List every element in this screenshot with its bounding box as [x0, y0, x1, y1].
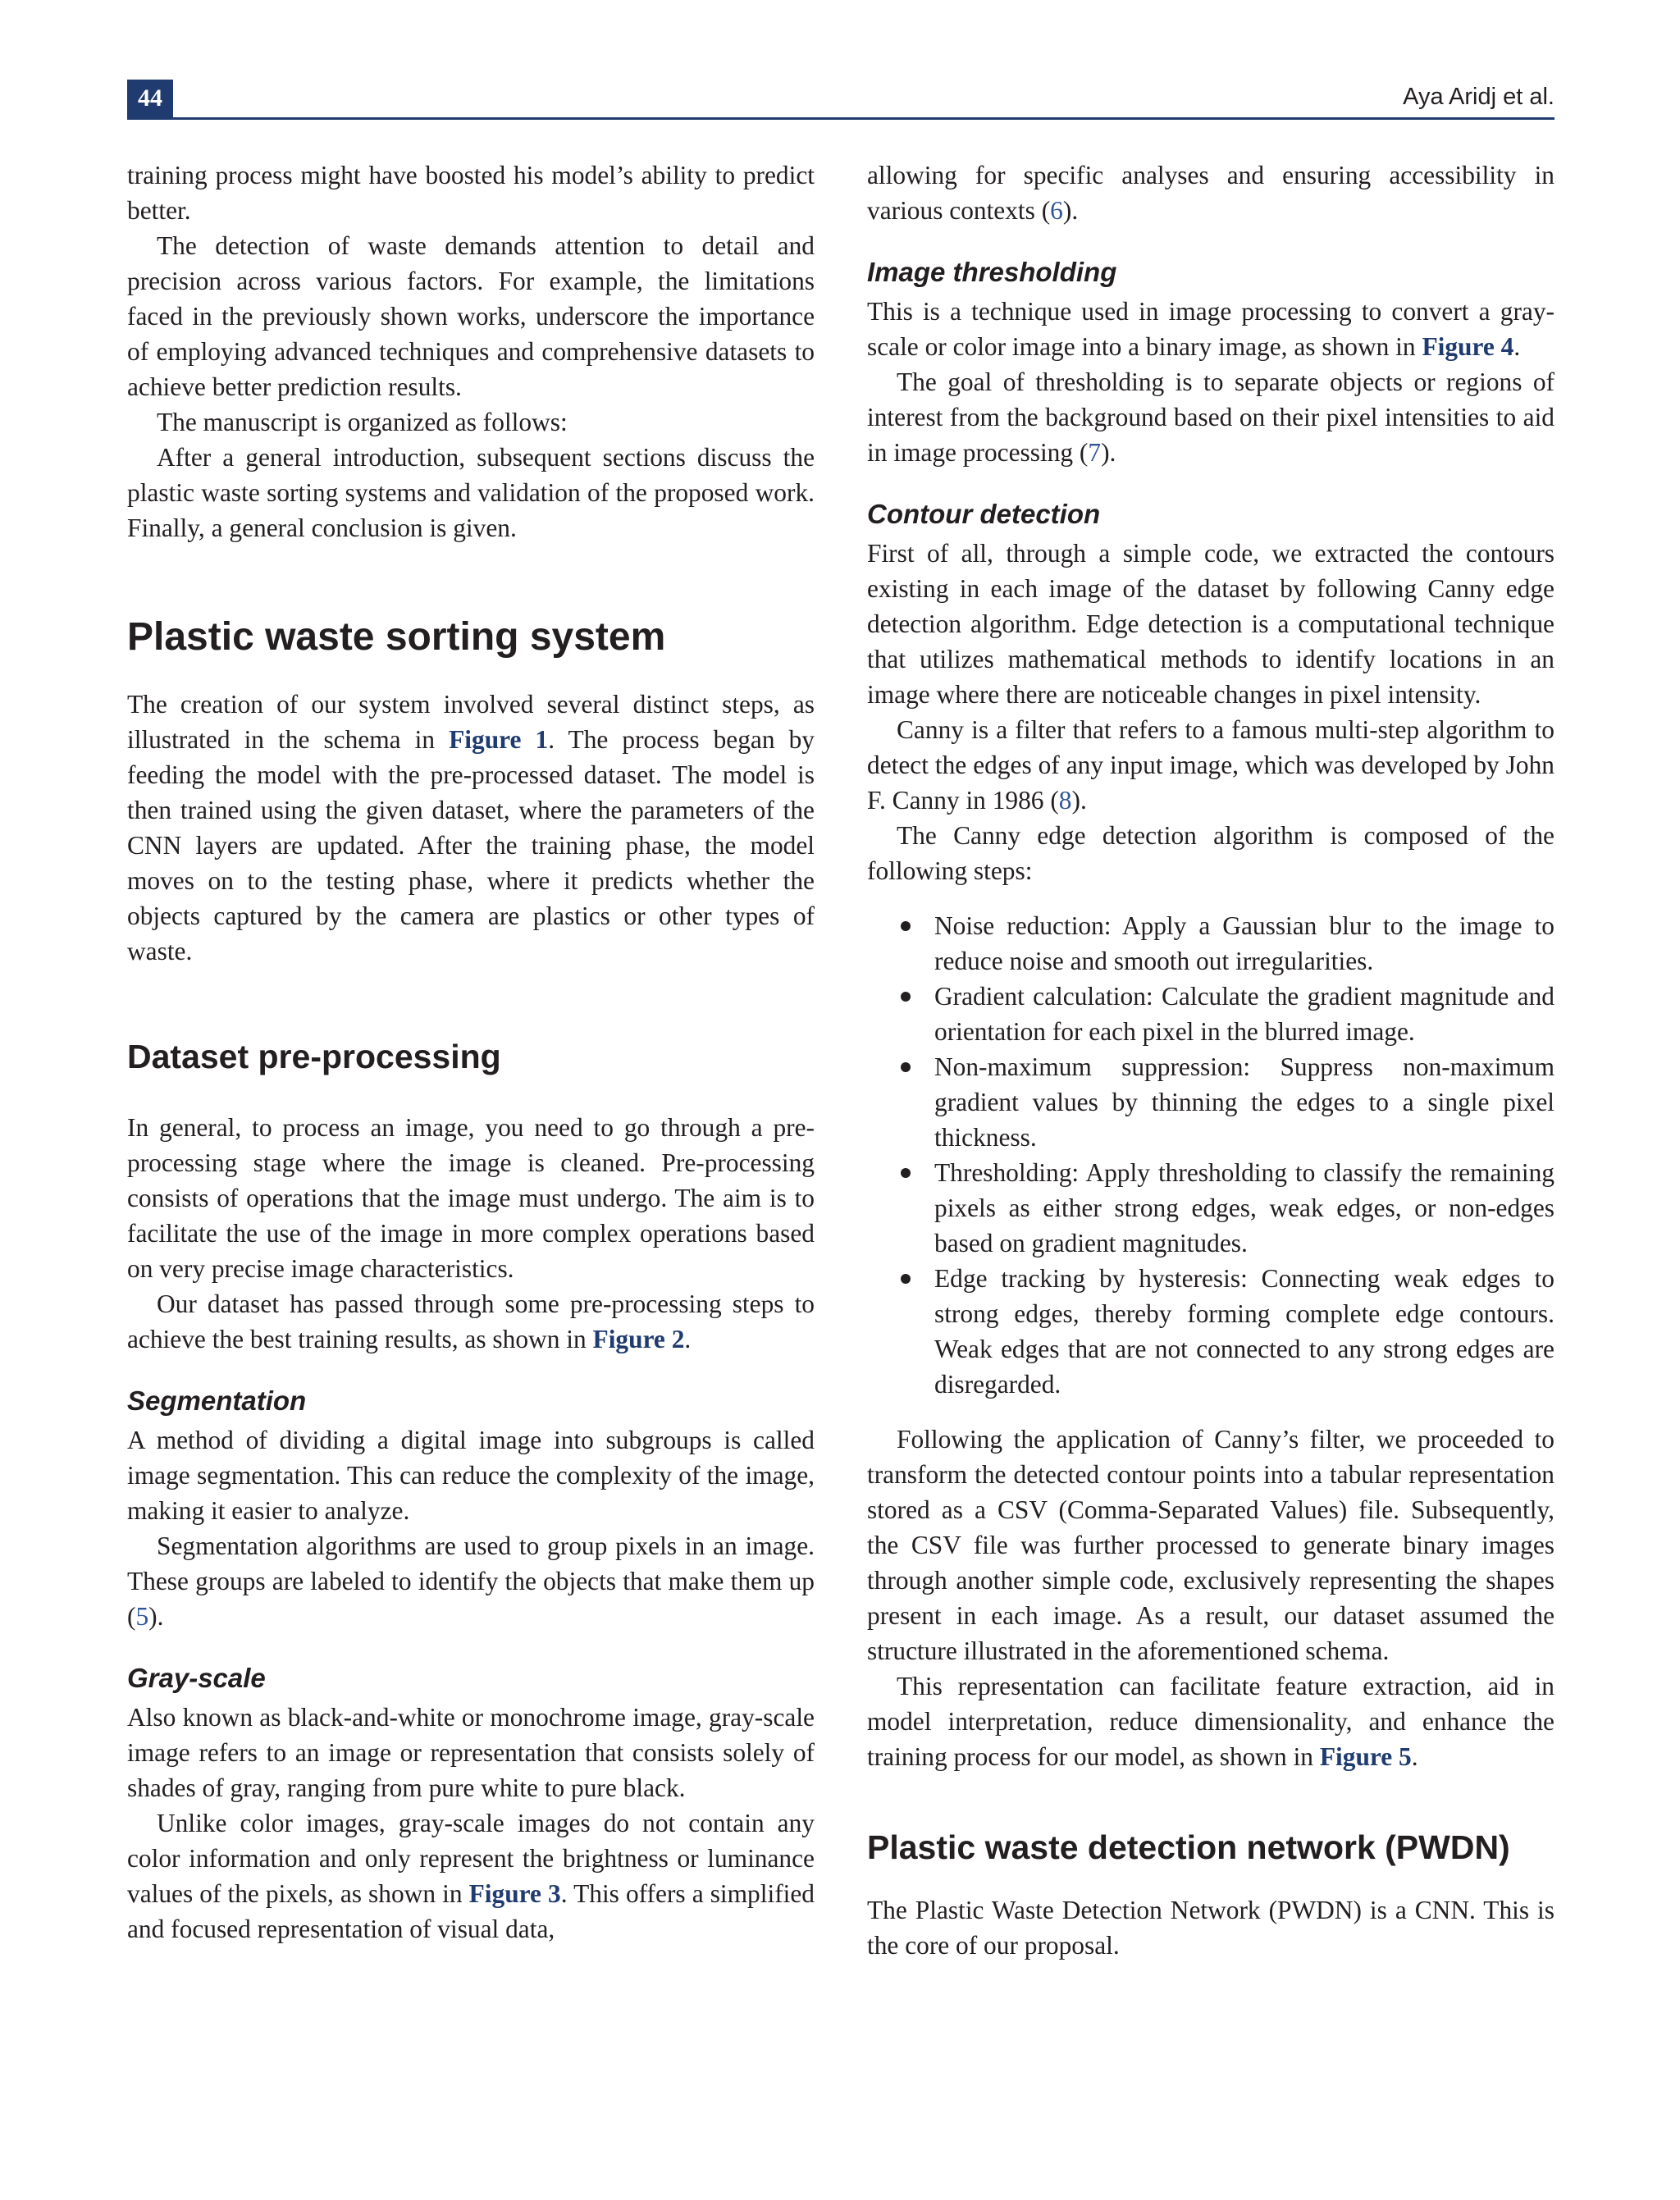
figure-3-link[interactable]: Figure 3 — [468, 1879, 561, 1908]
citation-7-link[interactable]: 7 — [1088, 438, 1102, 467]
header-rule — [127, 117, 1554, 120]
paragraph: The goal of thresholding is to separate objects or regions of interest from the background based on their pixel intensities to aid in image processing (7). — [867, 367, 1554, 467]
list-item: Edge tracking by hysteresis: Connecting weak edges to strong edges, thereby forming complete edge contours. Weak edges that are not connected to any strong edges are disregarded. — [934, 1261, 1554, 1402]
figure-2-link[interactable]: Figure 2 — [592, 1325, 685, 1353]
paragraph: This is a technique used in image processing to convert a gray-scale or color image into a binary image, as shown in Figure 4. — [867, 297, 1554, 361]
paragraph: Our dataset has passed through some pre-processing steps to achieve the best training results, as shown in Figure 2. — [127, 1289, 815, 1353]
section-heading-plastic-waste-sorting-system: Plastic waste sorting system — [127, 615, 666, 659]
subsection-heading-segmentation: Segmentation — [127, 1385, 307, 1416]
paragraph: The creation of our system involved several distinct steps, as illustrated in the schema in Figure 1. The process began by feeding the model with the pre-processed dataset. The model is then trained using the given dataset, where the parameters of the CNN layers are updated. After the training phase, the model moves on to the testing phase, where it predicts whether the objects captured by the camera are plastics or other types of waste. — [127, 690, 815, 965]
bullet-icon — [901, 1274, 911, 1284]
paragraph: Segmentation algorithms are used to group pixels in an image. These groups are labeled to identify the objects that make them up (5). — [127, 1531, 815, 1631]
paragraph: This representation can facilitate feature extraction, aid in model interpretation, reduce dimensionality, and enhance the training process for our model, as shown in Figure 5. — [867, 1672, 1554, 1771]
paragraph: The Canny edge detection algorithm is composed of the following steps: — [867, 821, 1554, 885]
citation-5-link[interactable]: 5 — [135, 1602, 149, 1631]
paragraph: Unlike color images, gray-scale images do not contain any color information and only represent the brightness or luminance values of the pixels, as shown in Figure 3. This offers a simplified and focused representation of visual data, — [127, 1809, 815, 1943]
paragraph: training process might have boosted his model’s ability to predict better. — [127, 161, 815, 225]
list-item: Non-maximum suppression: Suppress non-maximum gradient values by thinning the edges to a single pixel thickness. — [934, 1049, 1554, 1155]
paragraph: After a general introduction, subsequent sections discuss the plastic waste sorting systems and validation of the proposed work. Finally, a general conclusion is given. — [127, 443, 815, 542]
figure-5-link[interactable]: Figure 5 — [1319, 1742, 1412, 1771]
canny-steps-list — [867, 908, 1554, 1402]
right-column — [867, 157, 1554, 1963]
figure-1-link[interactable]: Figure 1 — [449, 725, 549, 754]
bullet-icon — [901, 992, 911, 1002]
paragraph: The manuscript is organized as follows: — [157, 408, 568, 436]
paragraph: First of all, through a simple code, we extracted the contours existing in each image of the dataset by following Canny edge detection algorithm. Edge detection is a computational technique that utilizes mathematical methods to identify locations in an image where there are noticeable changes in pixel intensity. — [867, 539, 1554, 709]
section-heading-dataset-pre-processing: Dataset pre-processing — [127, 1038, 501, 1075]
subsection-heading-gray-scale: Gray-scale — [127, 1663, 266, 1693]
subsection-heading-image-thresholding: Image thresholding — [867, 257, 1117, 287]
bullet-icon — [901, 921, 911, 931]
paragraph: The Plastic Waste Detection Network (PWDN) is a CNN. This is the core of our proposal. — [867, 1896, 1554, 1960]
citation-6-link[interactable]: 6 — [1050, 196, 1063, 225]
left-column — [127, 157, 815, 1947]
bullet-icon — [901, 1168, 911, 1178]
page-number: 44 — [127, 80, 173, 117]
list-item: Gradient calculation: Calculate the gradient magnitude and orientation for each pixel in the blurred image. — [934, 979, 1554, 1049]
citation-8-link[interactable]: 8 — [1058, 786, 1072, 815]
bullet-icon — [901, 1062, 911, 1072]
paragraph: Following the application of Canny’s filter, we proceeded to transform the detected contour points into a tabular representation stored as a CSV (Comma-Separated Values) file. Subsequently, the CSV file was further processed to generate binary images through another simple code, exclusively representing the shapes present in each image. As a result, our dataset assumed the structure illustrated in the aforementioned schema. — [867, 1425, 1554, 1665]
list-item: Noise reduction: Apply a Gaussian blur to the image to reduce noise and smooth out irregularities. — [934, 908, 1554, 979]
paragraph: A method of dividing a digital image into subgroups is called image segmentation. This can reduce the complexity of the image, making it easier to analyze. — [127, 1426, 815, 1525]
list-item: Thresholding: Apply thresholding to classify the remaining pixels as either strong edges, weak edges, or non-edges based on gradient magnitudes. — [934, 1155, 1554, 1261]
paragraph: Also known as black-and-white or monochrome image, gray-scale image refers to an image or representation that consists solely of shades of gray, ranging from pure white to pure black. — [127, 1703, 815, 1802]
section-heading-pwdn: Plastic waste detection network (PWDN) — [867, 1828, 1510, 1866]
subsection-heading-contour-detection: Contour detection — [867, 499, 1101, 529]
figure-4-link[interactable]: Figure 4 — [1422, 332, 1514, 361]
paragraph: In general, to process an image, you need to go through a pre-processing stage where the image is cleaned. Pre-processing consists of operations that the image must undergo. The aim is to facilitate the use of the image in more complex operations based on very precise image characteristics. — [127, 1113, 815, 1283]
paragraph: Canny is a filter that refers to a famous multi-step algorithm to detect the edges of any input image, which was developed by John F. Canny in 1986 (8). — [867, 715, 1554, 815]
running-head-authors: Aya Aridj et al. — [1403, 84, 1554, 110]
paragraph: allowing for specific analyses and ensuring accessibility in various contexts (6). — [867, 161, 1554, 225]
paragraph: The detection of waste demands attention to detail and precision across various factors. For example, the limitations faced in the previously shown works, underscore the importance of employing advanced techniques and comprehensive datasets to achieve better prediction results. — [127, 231, 815, 401]
